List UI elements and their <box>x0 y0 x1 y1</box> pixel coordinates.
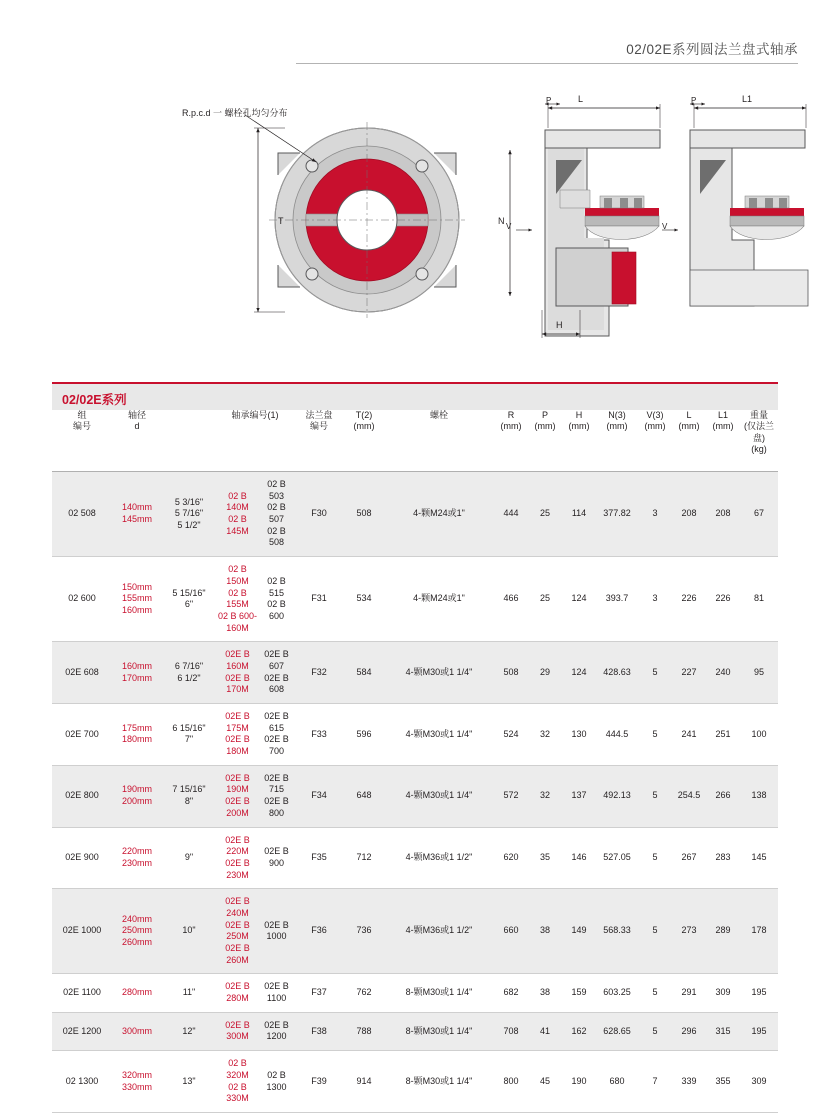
cell-L1: 283 <box>706 827 740 889</box>
table-row <box>52 974 778 1012</box>
cell-T: 736 <box>344 889 384 974</box>
cell-bearing-inch: 02E B 615 02E B 700 <box>259 704 294 766</box>
cell-T: 762 <box>344 974 384 1012</box>
cell-V: 3 <box>638 472 672 557</box>
series-band <box>52 382 778 410</box>
front-view <box>245 111 480 319</box>
cell-group: 02E 900 <box>52 827 112 889</box>
cell-bolt: 8-颗M30或1 1/4" <box>384 1051 494 1113</box>
cell-bearing-metric: 02E B 280M <box>216 974 259 1012</box>
cell-shaft-inch: 12" <box>162 1012 216 1050</box>
cell-bearing-metric: 02E B 190M 02E B 200M <box>216 765 259 827</box>
table-row <box>52 557 778 642</box>
cell-weight: 195 <box>740 1012 778 1050</box>
table-row <box>52 889 778 974</box>
cell-L1: 266 <box>706 765 740 827</box>
cell-P: 38 <box>528 889 562 974</box>
cell-bolt: 4-颗M36或1 1/2" <box>384 889 494 974</box>
cell-weight: 309 <box>740 1051 778 1113</box>
cell-bearing-inch: 02E B 715 02E B 800 <box>259 765 294 827</box>
table-row <box>52 1012 778 1050</box>
cell-bearing-metric: 02E B 220M 02E B 230M <box>216 827 259 889</box>
col-header-R: R (mm) <box>500 410 522 432</box>
cell-P: 45 <box>528 1051 562 1113</box>
dim-label-P2: P <box>691 96 697 105</box>
col-header-T: T(2) (mm) <box>353 410 375 432</box>
dim-label-H: H <box>556 320 563 330</box>
cell-bolt: 4-颗M24或1" <box>384 557 494 642</box>
cell-flange: F36 <box>294 889 344 974</box>
cell-L1: 315 <box>706 1012 740 1050</box>
cell-shaft-mm: 160mm 170mm <box>112 642 162 704</box>
cell-T: 788 <box>344 1012 384 1050</box>
rpcd-note: R.p.c.d 一 螺栓孔均匀分布 <box>182 108 288 118</box>
cell-P: 25 <box>528 557 562 642</box>
cell-group: 02 508 <box>52 472 112 557</box>
cell-P: 29 <box>528 642 562 704</box>
table-row <box>52 827 778 889</box>
col-header-shaft-inch <box>162 408 216 457</box>
cell-shaft-mm: 140mm 145mm <box>112 472 162 557</box>
cell-H: 146 <box>562 827 596 889</box>
side-view-left <box>510 104 660 338</box>
cell-L1: 208 <box>706 472 740 557</box>
cell-weight: 67 <box>740 472 778 557</box>
cell-H: 124 <box>562 557 596 642</box>
cell-L: 291 <box>672 974 706 1012</box>
cell-shaft-mm: 300mm <box>112 1012 162 1050</box>
cell-R: 800 <box>494 1051 528 1113</box>
cell-shaft-mm: 280mm <box>112 974 162 1012</box>
cell-L: 296 <box>672 1012 706 1050</box>
dim-label-P: P <box>546 96 552 105</box>
cell-H: 149 <box>562 889 596 974</box>
cell-L: 241 <box>672 704 706 766</box>
cell-shaft-mm: 150mm 155mm 160mm <box>112 557 162 642</box>
cell-T: 584 <box>344 642 384 704</box>
cell-H: 130 <box>562 704 596 766</box>
col-header-H: H (mm) <box>568 410 590 432</box>
cell-shaft-mm: 175mm 180mm <box>112 704 162 766</box>
col-header-L: L (mm) <box>678 410 700 432</box>
cell-shaft-inch: 7 15/16" 8" <box>162 765 216 827</box>
cell-bearing-metric: 02 B 320M 02 B 330M <box>216 1051 259 1113</box>
technical-drawing <box>0 70 830 360</box>
cell-L: 339 <box>672 1051 706 1113</box>
cell-weight: 145 <box>740 827 778 889</box>
cell-T: 596 <box>344 704 384 766</box>
col-header-group: 组 编号 <box>72 410 91 432</box>
cell-bolt: 4-颗M30或1 1/4" <box>384 765 494 827</box>
table-row <box>52 1051 778 1113</box>
cell-T: 712 <box>344 827 384 889</box>
cell-L: 267 <box>672 827 706 889</box>
cell-bearing-inch: 02E B 1100 <box>259 974 294 1012</box>
col-header-P: P (mm) <box>534 410 556 432</box>
cell-bolt: 4-颗M36或1 1/2" <box>384 827 494 889</box>
cell-shaft-inch: 6 7/16" 6 1/2" <box>162 642 216 704</box>
cell-group: 02E 700 <box>52 704 112 766</box>
cell-flange: F30 <box>294 472 344 557</box>
cell-V: 5 <box>638 642 672 704</box>
dim-label-V2: V <box>662 222 668 231</box>
dim-label-V: V <box>506 222 512 231</box>
cell-R: 572 <box>494 765 528 827</box>
cell-R: 682 <box>494 974 528 1012</box>
cell-P: 32 <box>528 704 562 766</box>
cell-N: 527.05 <box>596 827 638 889</box>
dim-label-L: L <box>578 94 584 104</box>
specification-table <box>52 408 778 1113</box>
table-row <box>52 472 778 557</box>
cell-V: 5 <box>638 889 672 974</box>
cell-flange: F34 <box>294 765 344 827</box>
cell-P: 38 <box>528 974 562 1012</box>
dim-label-N: N <box>498 216 505 226</box>
cell-N: 603.25 <box>596 974 638 1012</box>
col-header-shaft: 轴径 d <box>127 410 146 432</box>
cell-V: 5 <box>638 974 672 1012</box>
cell-L1: 289 <box>706 889 740 974</box>
col-header-L1: L1 (mm) <box>712 410 734 432</box>
cell-T: 534 <box>344 557 384 642</box>
cell-H: 190 <box>562 1051 596 1113</box>
cell-bearing-inch: 02E B 607 02E B 608 <box>259 642 294 704</box>
cell-flange: F32 <box>294 642 344 704</box>
cell-R: 708 <box>494 1012 528 1050</box>
cell-shaft-inch: 5 15/16" 6" <box>162 557 216 642</box>
cell-R: 444 <box>494 472 528 557</box>
col-header-N: N(3) (mm) <box>606 410 628 432</box>
cell-shaft-inch: 9" <box>162 827 216 889</box>
dim-label-L1: L1 <box>742 94 753 104</box>
cell-bearing-inch: 02 B 1300 <box>259 1051 294 1113</box>
cell-H: 137 <box>562 765 596 827</box>
table-body <box>52 472 778 1113</box>
dim-label-T: T <box>278 216 284 226</box>
cell-V: 5 <box>638 827 672 889</box>
cell-R: 524 <box>494 704 528 766</box>
cell-V: 3 <box>638 557 672 642</box>
cell-V: 5 <box>638 765 672 827</box>
cell-group: 02 600 <box>52 557 112 642</box>
cell-bearing-inch: 02E B 1200 <box>259 1012 294 1050</box>
cell-N: 568.33 <box>596 889 638 974</box>
cell-bearing-inch: 02E B 900 <box>259 827 294 889</box>
cell-L1: 309 <box>706 974 740 1012</box>
cell-N: 428.63 <box>596 642 638 704</box>
cell-shaft-inch: 13" <box>162 1051 216 1113</box>
cell-shaft-inch: 11" <box>162 974 216 1012</box>
cell-N: 492.13 <box>596 765 638 827</box>
cell-L: 208 <box>672 472 706 557</box>
cell-flange: F33 <box>294 704 344 766</box>
cell-group: 02E 1100 <box>52 974 112 1012</box>
cell-bearing-metric: 02 B 150M 02 B 155M 02 B 600-160M <box>216 557 259 642</box>
cell-R: 508 <box>494 642 528 704</box>
cell-H: 159 <box>562 974 596 1012</box>
cell-group: 02E 608 <box>52 642 112 704</box>
cell-L: 226 <box>672 557 706 642</box>
cell-N: 680 <box>596 1051 638 1113</box>
cell-N: 444.5 <box>596 704 638 766</box>
cell-shaft-mm: 320mm 330mm <box>112 1051 162 1113</box>
cell-H: 162 <box>562 1012 596 1050</box>
cell-shaft-inch: 5 3/16" 5 7/16" 5 1/2" <box>162 472 216 557</box>
cell-bearing-inch: 02 B 515 02 B 600 <box>259 557 294 642</box>
cell-group: 02E 1000 <box>52 889 112 974</box>
cell-flange: F35 <box>294 827 344 889</box>
page-title: 02/02E系列圆法兰盘式轴承 <box>626 42 798 57</box>
cell-weight: 100 <box>740 704 778 766</box>
table-row <box>52 642 778 704</box>
cell-bearing-inch: 02 B 503 02 B 507 02 B 508 <box>259 472 294 557</box>
cell-flange: F31 <box>294 557 344 642</box>
cell-L: 254.5 <box>672 765 706 827</box>
table-row <box>52 765 778 827</box>
series-title: 02/02E系列 <box>62 393 127 407</box>
cell-P: 41 <box>528 1012 562 1050</box>
cell-P: 35 <box>528 827 562 889</box>
cell-N: 393.7 <box>596 557 638 642</box>
cell-R: 620 <box>494 827 528 889</box>
cell-weight: 81 <box>740 557 778 642</box>
cell-bolt: 8-颗M30或1 1/4" <box>384 1012 494 1050</box>
cell-flange: F39 <box>294 1051 344 1113</box>
col-header-bearing: 轴承编号(1) <box>231 410 279 420</box>
cell-P: 25 <box>528 472 562 557</box>
cell-bolt: 4-颗M30或1 1/4" <box>384 704 494 766</box>
cell-bearing-metric: 02E B 300M <box>216 1012 259 1050</box>
cell-L1: 251 <box>706 704 740 766</box>
header-divider <box>296 63 798 64</box>
cell-bearing-metric: 02 B 140M 02 B 145M <box>216 472 259 557</box>
cell-group: 02E 1200 <box>52 1012 112 1050</box>
cell-weight: 195 <box>740 974 778 1012</box>
cell-L: 273 <box>672 889 706 974</box>
cell-flange: F37 <box>294 974 344 1012</box>
cell-weight: 95 <box>740 642 778 704</box>
cell-bolt: 4-颗M30或1 1/4" <box>384 642 494 704</box>
table-row <box>52 704 778 766</box>
col-header-V: V(3) (mm) <box>644 410 666 432</box>
cell-T: 508 <box>344 472 384 557</box>
cell-L1: 226 <box>706 557 740 642</box>
cell-T: 648 <box>344 765 384 827</box>
cell-shaft-mm: 190mm 200mm <box>112 765 162 827</box>
col-header-weight: 重量 (仅法兰盘) (kg) <box>744 410 774 454</box>
cell-bearing-metric: 02E B 160M 02E B 170M <box>216 642 259 704</box>
cell-bearing-metric: 02E B 240M 02E B 250M 02E B 260M <box>216 889 259 974</box>
cell-N: 628.65 <box>596 1012 638 1050</box>
cell-weight: 138 <box>740 765 778 827</box>
drawing-svg <box>0 70 830 360</box>
cell-group: 02 1300 <box>52 1051 112 1113</box>
cell-flange: F38 <box>294 1012 344 1050</box>
cell-H: 124 <box>562 642 596 704</box>
cell-V: 5 <box>638 704 672 766</box>
col-header-flange: 法兰盘 编号 <box>305 410 333 432</box>
cell-H: 114 <box>562 472 596 557</box>
cell-R: 660 <box>494 889 528 974</box>
cell-bolt: 8-颗M30或1 1/4" <box>384 974 494 1012</box>
cell-shaft-mm: 220mm 230mm <box>112 827 162 889</box>
cell-T: 914 <box>344 1051 384 1113</box>
cell-group: 02E 800 <box>52 765 112 827</box>
cell-V: 7 <box>638 1051 672 1113</box>
cell-weight: 178 <box>740 889 778 974</box>
cell-bolt: 4-颗M24或1" <box>384 472 494 557</box>
cell-L1: 240 <box>706 642 740 704</box>
cell-bearing-metric: 02E B 175M 02E B 180M <box>216 704 259 766</box>
cell-L: 227 <box>672 642 706 704</box>
cell-shaft-inch: 6 15/16" 7" <box>162 704 216 766</box>
page-header <box>0 0 830 68</box>
cell-L1: 355 <box>706 1051 740 1113</box>
cell-R: 466 <box>494 557 528 642</box>
cell-N: 377.82 <box>596 472 638 557</box>
cell-V: 5 <box>638 1012 672 1050</box>
col-header-bolt: 螺栓 <box>429 410 448 420</box>
cell-shaft-mm: 240mm 250mm 260mm <box>112 889 162 974</box>
cell-bearing-inch: 02E B 1000 <box>259 889 294 974</box>
cell-P: 32 <box>528 765 562 827</box>
side-view-right <box>662 104 808 306</box>
cell-shaft-inch: 10" <box>162 889 216 974</box>
